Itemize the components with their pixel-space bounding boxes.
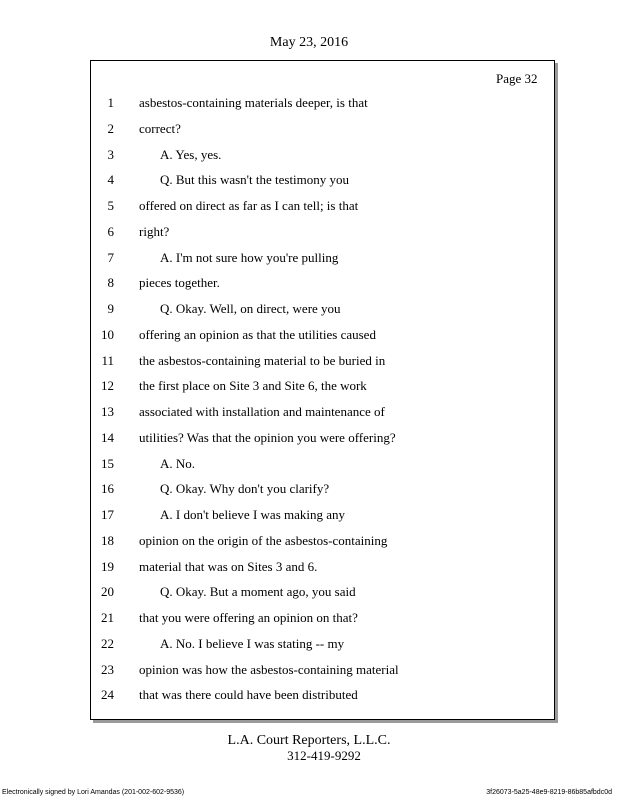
line-text: right? bbox=[139, 223, 170, 239]
court-reporter-phone: 312-419-9292 bbox=[287, 748, 361, 763]
line-number: 5 bbox=[107, 198, 114, 213]
line-number: 22 bbox=[101, 635, 114, 651]
line-number: 8 bbox=[107, 275, 114, 291]
line-number: 16 bbox=[101, 481, 114, 497]
line-number: 23 bbox=[101, 661, 114, 677]
line-text: A. No. I believe I was stating -- my bbox=[160, 635, 345, 651]
line-number: 1 bbox=[107, 95, 114, 110]
line-text: the first place on Site 3 and Site 6, the work bbox=[139, 378, 367, 394]
line-text: A. No. bbox=[160, 455, 196, 471]
line-number: 15 bbox=[101, 455, 114, 471]
transcript-date: May 23, 2016 bbox=[269, 35, 349, 50]
line-number: 3 bbox=[107, 146, 114, 162]
line-number: 11 bbox=[101, 352, 114, 368]
electronic-signature-note: Electronically signed by Lori Amandas (201-002-602-9536) bbox=[2, 789, 185, 796]
line-number: 6 bbox=[107, 223, 114, 239]
line-text: A. I'm not sure how you're pulling bbox=[160, 249, 339, 265]
line-number: 24 bbox=[101, 687, 114, 703]
line-number: 4 bbox=[107, 172, 114, 188]
line-text: associated with installation and maintenance of bbox=[139, 404, 385, 419]
line-number: 17 bbox=[101, 507, 114, 522]
line-text: that was there could have been distributed bbox=[139, 687, 358, 703]
line-number: 21 bbox=[101, 610, 114, 625]
court-reporter-company: L.A. Court Reporters, L.L.C. bbox=[227, 733, 391, 748]
line-text: correct? bbox=[139, 120, 181, 136]
line-text: offered on direct as far as I can tell; is that bbox=[139, 198, 359, 213]
line-number: 13 bbox=[101, 404, 114, 419]
line-number: 20 bbox=[101, 584, 114, 600]
line-number: 19 bbox=[101, 558, 114, 574]
line-text: Q. But this wasn't the testimony you bbox=[160, 172, 350, 188]
line-number: 9 bbox=[107, 301, 114, 316]
line-number: 2 bbox=[107, 120, 114, 136]
page-number: Page 32 bbox=[496, 71, 538, 86]
line-text: A. Yes, yes. bbox=[160, 146, 222, 162]
line-text: opinion was how the asbestos-containing material bbox=[139, 661, 399, 677]
line-text: opinion on the origin of the asbestos-containing bbox=[139, 532, 388, 548]
line-number: 14 bbox=[101, 429, 114, 445]
document-hash-id: 3f26073-5a25-48e9-8219-86b85afbdc0d bbox=[486, 789, 612, 796]
line-text: Q. Okay. Well, on direct, were you bbox=[160, 301, 341, 316]
line-text: utilities? Was that the opinion you were offering? bbox=[139, 429, 396, 445]
line-text: pieces together. bbox=[139, 275, 220, 291]
line-text: that you were offering an opinion on that? bbox=[139, 610, 358, 625]
line-text: offering an opinion as that the utilities caused bbox=[139, 326, 376, 342]
line-number: 7 bbox=[107, 249, 114, 265]
line-text: asbestos-containing materials deeper, is that bbox=[139, 95, 368, 110]
line-text: the asbestos-containing material to be buried in bbox=[139, 352, 386, 368]
line-text: Q. Okay. But a moment ago, you said bbox=[160, 584, 356, 600]
line-text: Q. Okay. Why don't you clarify? bbox=[160, 481, 330, 497]
line-text: A. I don't believe I was making any bbox=[160, 507, 346, 522]
line-text: material that was on Sites 3 and 6. bbox=[139, 558, 318, 574]
line-number: 10 bbox=[101, 326, 114, 342]
line-number: 12 bbox=[101, 378, 114, 394]
line-number: 18 bbox=[101, 532, 114, 548]
